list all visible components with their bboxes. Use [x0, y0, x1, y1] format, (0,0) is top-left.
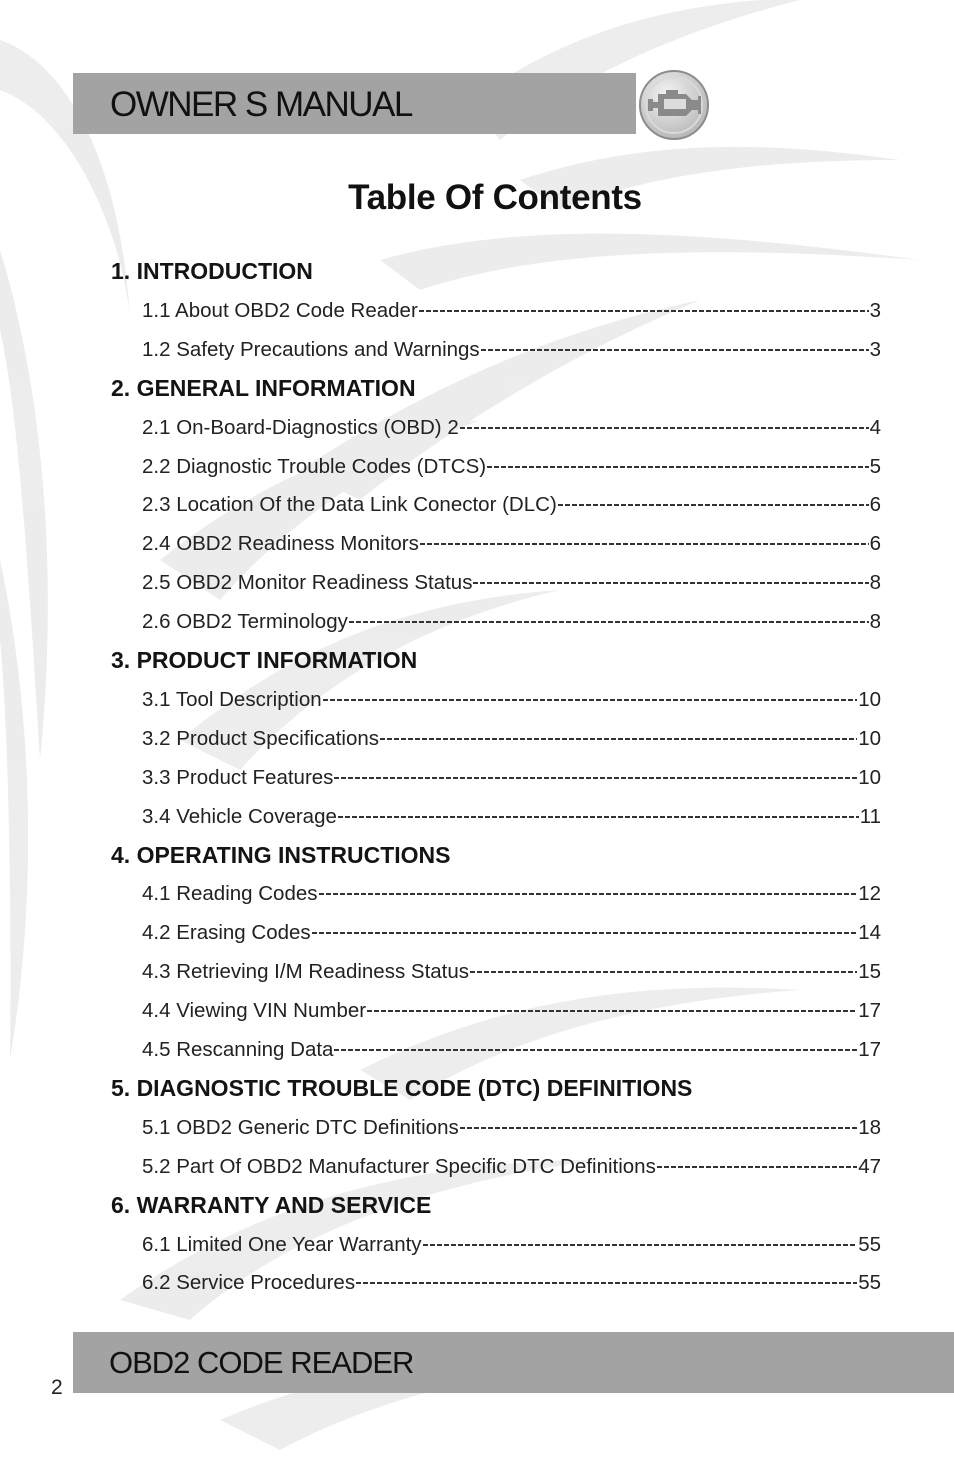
dot-leader — [460, 1108, 857, 1147]
toc-entry-page: 47 — [858, 1154, 881, 1178]
dot-leader — [420, 524, 869, 563]
toc-entry-page: 5 — [869, 454, 881, 478]
dot-leader — [419, 291, 869, 330]
toc-entry-page: 10 — [858, 687, 881, 711]
toc-entry-page: 6 — [869, 532, 881, 556]
dot-leader — [657, 1147, 857, 1186]
dot-leader — [473, 563, 868, 602]
toc-entry[interactable] — [142, 758, 881, 797]
toc-entry-label: 2.6 OBD2 Terminology — [142, 610, 348, 634]
dot-leader — [487, 447, 869, 486]
toc-entry-label: 3.2 Product Specifications — [142, 726, 380, 750]
toc-entry-label: 1.1 About OBD2 Code Reader — [142, 298, 418, 322]
dot-leader — [338, 797, 859, 836]
toc-entry-label: 2.5 OBD2 Monitor Readiness Status — [142, 571, 473, 595]
section-heading: 5. DIAGNOSTIC TROUBLE CODE (DTC) DEFINITIONS — [111, 1074, 693, 1101]
toc-entry[interactable] — [142, 1030, 881, 1069]
dot-leader — [423, 1225, 858, 1264]
toc-entry-label: 5.2 Part Of OBD2 Manufacturer Specific DTC Definitions — [142, 1154, 656, 1178]
toc-entry-page: 55 — [858, 1232, 881, 1256]
section-heading: 6. WARRANTY AND SERVICE — [111, 1191, 432, 1218]
dot-leader — [470, 952, 857, 991]
toc-entry-label: 4.4 Viewing VIN Number — [142, 999, 367, 1023]
toc-entry-label: 6.2 Service Procedures — [142, 1271, 356, 1295]
toc-entry-page: 3 — [869, 337, 881, 361]
toc-entry[interactable] — [142, 602, 881, 641]
dot-leader — [558, 485, 869, 524]
dot-leader — [319, 874, 858, 913]
toc-entry[interactable] — [142, 874, 881, 913]
toc-entry[interactable] — [142, 485, 881, 524]
toc-entry[interactable] — [142, 408, 881, 447]
dot-leader — [312, 913, 858, 952]
toc-entry-label: 2.4 OBD2 Readiness Monitors — [142, 532, 419, 556]
section-heading: 2. GENERAL INFORMATION — [111, 374, 416, 401]
manual-title: OWNER S MANUAL — [110, 85, 412, 124]
toc-entry[interactable] — [142, 1225, 881, 1264]
dot-leader — [349, 602, 869, 641]
toc-entry-label: 1.2 Safety Precautions and Warnings — [142, 337, 480, 361]
toc-entry-page: 3 — [869, 298, 881, 322]
toc-entry-page: 12 — [858, 882, 881, 906]
toc-entry-page: 8 — [869, 610, 881, 634]
section-heading: 3. PRODUCT INFORMATION — [111, 647, 418, 673]
toc-entry[interactable] — [142, 330, 881, 369]
toc-entry-page: 4 — [869, 415, 881, 439]
toc-entry-label: 2.3 Location Of the Data Link Conector (DLC) — [142, 493, 557, 517]
dot-leader — [356, 1263, 857, 1302]
toc-entry[interactable] — [142, 1263, 881, 1302]
toc-entry-label: 3.3 Product Features — [142, 765, 334, 789]
toc-entry[interactable] — [142, 797, 881, 836]
toc-entry-page: 6 — [869, 493, 881, 517]
dot-leader — [380, 719, 857, 758]
toc-entry-page: 10 — [858, 765, 881, 789]
section-heading: 1. INTRODUCTION — [111, 258, 313, 284]
toc-entry-label: 2.2 Diagnostic Trouble Codes (DTCS) — [142, 454, 487, 478]
toc-entry-label: 5.1 OBD2 Generic DTC Definitions — [142, 1115, 459, 1139]
product-name: OBD2 CODE READER — [109, 1345, 414, 1380]
toc-entry-label: 3.4 Vehicle Coverage — [142, 804, 337, 828]
dot-leader — [460, 408, 869, 447]
dot-leader — [334, 1030, 857, 1069]
toc-entry-page: 14 — [858, 921, 881, 945]
toc-entry[interactable] — [142, 563, 881, 602]
toc-entry-page: 15 — [858, 960, 881, 984]
toc-entry[interactable] — [142, 913, 881, 952]
toc-entry-page: 11 — [859, 804, 881, 828]
toc-entry-label: 4.2 Erasing Codes — [142, 921, 311, 945]
dot-leader — [481, 330, 869, 369]
toc-entry-label: 2.1 On-Board-Diagnostics (OBD) 2 — [142, 415, 459, 439]
dot-leader — [323, 680, 858, 719]
page-number: 2 — [51, 1376, 63, 1399]
toc-entry-page: 55 — [858, 1271, 881, 1295]
toc-entry[interactable] — [142, 1147, 881, 1186]
section-heading: 4. OPERATING INSTRUCTIONS — [111, 841, 451, 868]
toc-entry-page: 17 — [858, 1038, 881, 1061]
toc-entry[interactable] — [142, 447, 881, 486]
dot-leader — [367, 991, 857, 1030]
toc-entry-page: 18 — [858, 1115, 881, 1139]
toc-entry-label: 6.1 Limited One Year Warranty — [142, 1232, 422, 1256]
header-bar — [73, 73, 636, 134]
toc-entry-label: 4.1 Reading Codes — [142, 882, 318, 906]
toc-entry-page: 8 — [869, 571, 881, 595]
dot-leader — [334, 758, 857, 797]
toc-entry-label: 4.5 Rescanning Data — [142, 1038, 334, 1061]
toc-entry[interactable] — [142, 680, 881, 719]
toc-entry-page: 10 — [858, 726, 881, 750]
check-engine-icon — [636, 68, 712, 142]
toc-entry[interactable] — [142, 291, 881, 330]
toc-entry[interactable] — [142, 1108, 881, 1147]
toc-entry-label: 3.1 Tool Description — [142, 687, 322, 711]
toc-entry-page: 17 — [858, 999, 881, 1023]
toc-entry-label: 4.3 Retrieving I/M Readiness Status — [142, 960, 470, 984]
footer-bar — [73, 1332, 954, 1393]
toc-title: Table Of Contents — [348, 178, 642, 217]
toc-entry[interactable] — [142, 991, 881, 1030]
toc-entry[interactable] — [142, 719, 881, 758]
toc-entry[interactable] — [142, 952, 881, 991]
toc-entry[interactable] — [142, 524, 881, 563]
